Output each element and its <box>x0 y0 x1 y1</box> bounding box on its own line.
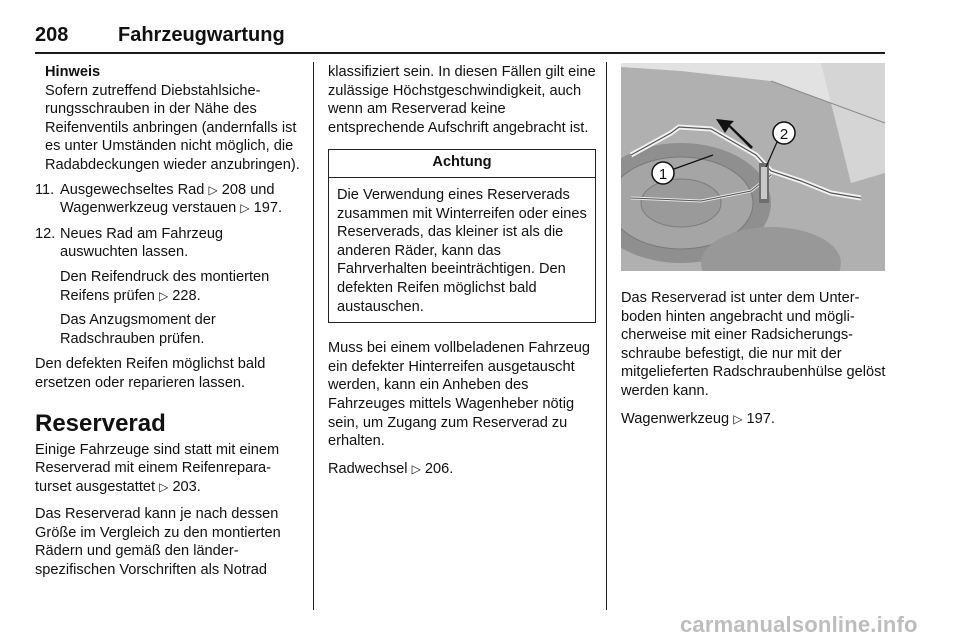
column-right <box>621 63 891 437</box>
column-divider <box>606 62 607 610</box>
step-text-part: Den Reifendruck des montierten Reifens prüfen <box>60 268 270 304</box>
hint-block <box>35 63 300 175</box>
list-item <box>35 181 300 218</box>
body-text: Wagenwerkzeug <box>621 410 730 427</box>
body-paragraph <box>621 410 891 429</box>
page-reference-link[interactable]: 206. <box>424 460 454 477</box>
reference-arrow-icon: ▷ <box>411 461 421 476</box>
body-paragraph: Das Reserverad ist unter dem Unterboden hinten angebracht und möglicherweise mit einer Radsicherungsschraube befestigt, die nur mit der mitgelieferten Radschraubenhülse gelöst werden kann. <box>621 290 886 399</box>
column-divider <box>313 62 314 610</box>
hint-text: Sofern zutreffend Diebstahlsicherungsschrauben in der Nähe des Reifenventils anbringen (andernfalls ist es unter Umständen nicht möglich, die Radabdeckungen wieder anzubringen). <box>45 82 300 173</box>
page-title: Fahrzeugwartung <box>118 24 285 46</box>
steps-list <box>35 181 300 349</box>
hint-title: Hinweis <box>45 64 101 80</box>
page-reference-link[interactable]: 197. <box>746 410 775 427</box>
body-paragraph: klassifiziert sein. In diesen Fällen gilt eine zulässige Höchstgeschwindigkeit, auch wenn am Reserverad keine entsprechende Aufschrift angebracht ist. <box>328 64 596 136</box>
body-text: Radwechsel <box>328 460 408 477</box>
body-text: Einige Fahrzeuge sind statt mit einem Reserverad mit einem Reifenreparaturset ausgestattet <box>35 441 280 495</box>
page-header <box>35 20 885 54</box>
step-text <box>60 268 300 305</box>
watermark: carmanualsonline.info <box>680 612 918 637</box>
page-reference-link[interactable]: 203. <box>172 478 201 495</box>
step-text: Ausgewechseltes Rad <box>60 181 205 198</box>
list-item <box>35 225 300 349</box>
reference-arrow-icon: ▷ <box>158 288 169 303</box>
step-number: 11. <box>35 181 55 198</box>
warning-text: Die Verwendung eines Reserverads zusammen mit Winterreifen oder eines Reserverads, das kleiner ist als die anderen Räder, kann das Fahrverhalten beeinträchtigen. Den defekten Reifen möglichst bald austauschen. <box>337 186 587 315</box>
callout-label: 2 <box>779 126 789 143</box>
step-number: 12. <box>35 225 56 242</box>
warning-title: Achtung <box>329 150 595 178</box>
step-text: Das Anzugsmoment der Radschrauben prüfen. <box>60 312 216 347</box>
reference-arrow-icon: ▷ <box>159 479 169 494</box>
step-text: und Wagenwerkzeug verstauen <box>60 181 275 217</box>
page-number: 208 <box>35 24 69 46</box>
body-paragraph: Das Reserverad kann je nach dessen Größe im Vergleich zu den montierten Rädern und gemäß den länderspezifischen Vorschriften als Notrad <box>35 506 281 579</box>
page-reference-link[interactable]: 228. <box>172 287 201 304</box>
body-paragraph: Muss bei einem vollbeladenen Fahrzeug ein defekter Hinterreifen ausgetauscht werden, kann ein Anheben des Fahrzeuges mittels Wagenheber nötig sein, um Zugang zum Reserverad zu erhalten. <box>328 340 591 450</box>
underbody-drawing <box>621 63 885 271</box>
column-middle <box>328 63 596 487</box>
callout-label: 1 <box>658 166 668 183</box>
reference-arrow-icon: ▷ <box>733 411 743 426</box>
column-left <box>35 63 300 589</box>
page-reference-link[interactable]: 208 <box>221 181 247 198</box>
warning-box <box>328 149 596 323</box>
page-reference-link[interactable]: 197. <box>253 200 283 217</box>
body-paragraph <box>35 441 300 497</box>
step-text: Neues Rad am Fahrzeug auswuchten lassen. <box>60 225 224 261</box>
body-paragraph <box>328 460 596 479</box>
spare-wheel-illustration <box>621 63 885 271</box>
reference-arrow-icon: ▷ <box>208 182 218 197</box>
reference-arrow-icon: ▷ <box>240 201 250 216</box>
section-heading: Reserverad <box>35 409 166 437</box>
body-paragraph: Den defekten Reifen möglichst bald ersetzen oder reparieren lassen. <box>35 356 266 391</box>
